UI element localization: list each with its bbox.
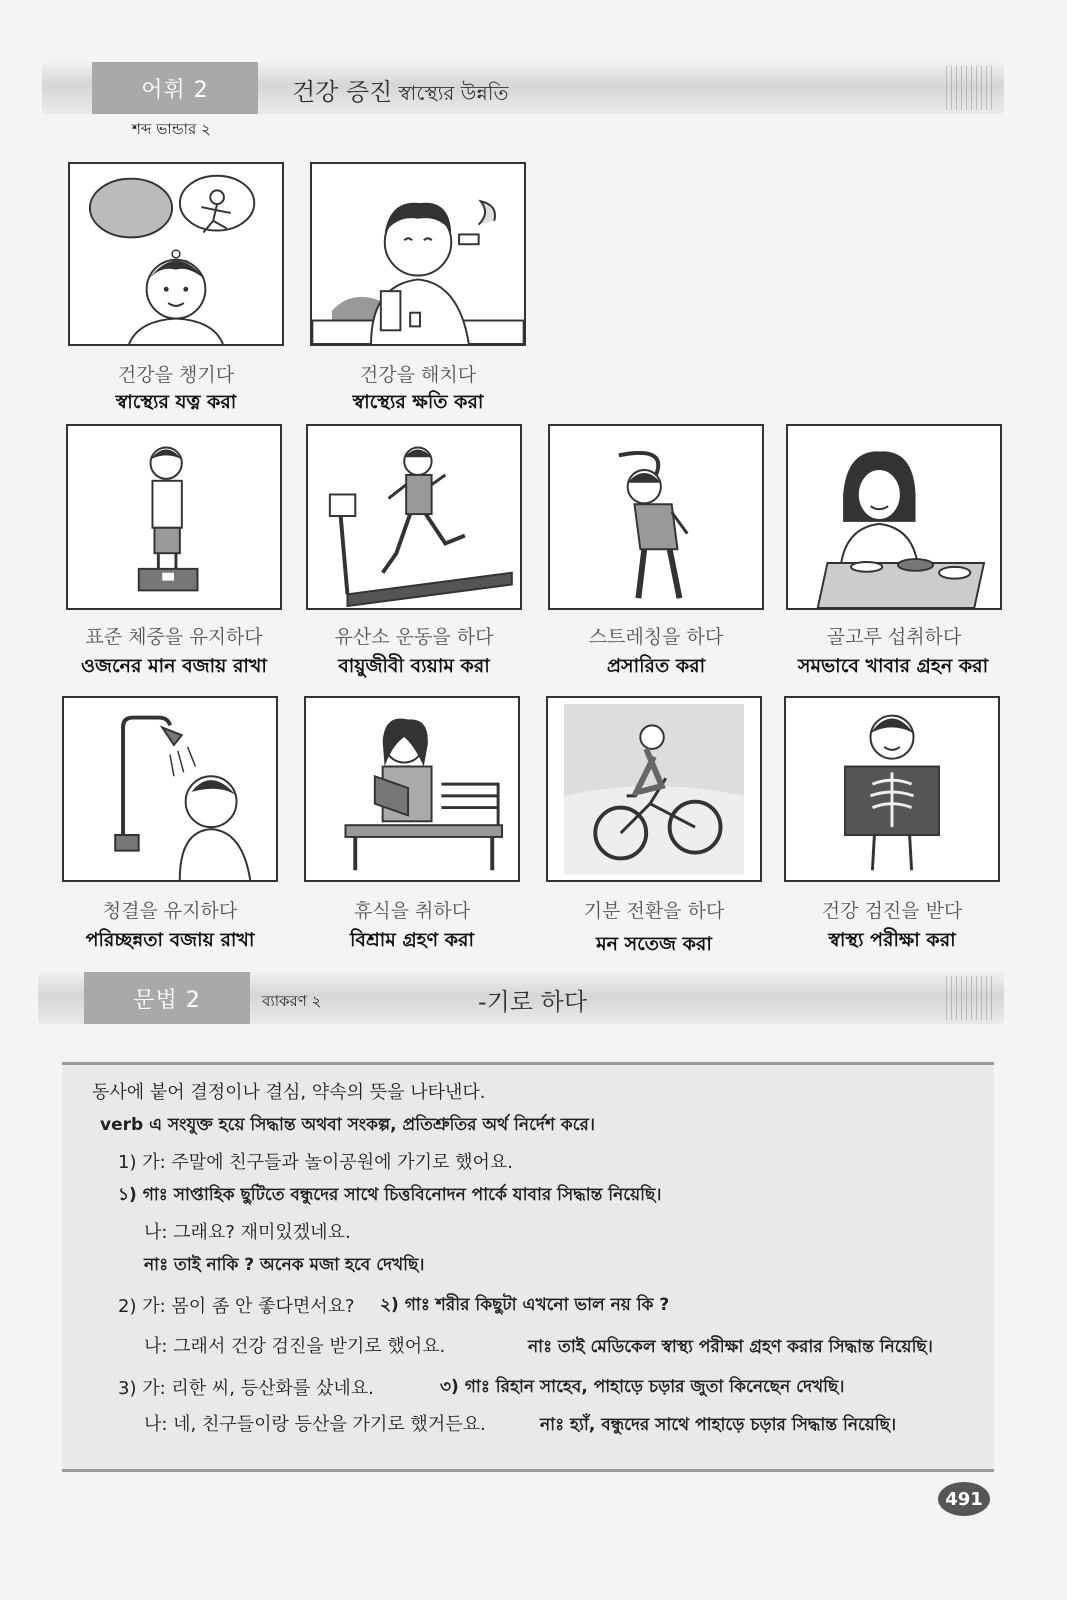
card-1-label-bn: স্বাস্থ্যের যত্ন করা: [115, 391, 237, 413]
card-7-label-ko: 청결을 유지하다: [102, 900, 238, 922]
example-3-ga-ko: 3) 가: 리한 씨, 등산화를 샀네요.: [118, 1378, 374, 1399]
treadmill-icon: [308, 426, 520, 608]
card-2-label-ko: 건강을 해치다: [359, 364, 477, 386]
grammar-header-ribs-decoration: [946, 976, 994, 1020]
grammar-subtitle-bn: ব্যাকরণ ২: [262, 992, 322, 1010]
example-1-ga-bn: ১) গাঃ সাপ্তাহিক ছুটিতে বন্ধুদের সাথে চিত্তবিনোদন পার্কে যাবার সিদ্ধান্ত নিয়েছি।: [118, 1185, 662, 1205]
card-10-label-ko: 건강 검진을 받다: [821, 900, 963, 922]
grammar-pattern: -기로 하다: [478, 988, 588, 1016]
page-number: 491: [938, 1482, 990, 1516]
resting-bench-icon: [306, 698, 518, 880]
grammar-desc-ko: 동사에 붙어 결정이나 결심, 약속의 뜻을 나타낸다.: [92, 1082, 486, 1103]
card-balanced-intake: [786, 424, 1002, 610]
card-aerobic-exercise: [306, 424, 522, 610]
card-keep-clean: [62, 696, 278, 882]
example-1-na-bn: নাঃ তাই নাকি ? অনেক মজা হবে দেখছি।: [144, 1255, 425, 1275]
card-6-label-bn: সমভাবে খাবার গ্রহন করা: [797, 655, 989, 677]
example-3-na-bn: নাঃ হ্যাঁ, বন্ধুদের সাথে পাহাড়ে চড়ার সিদ্ধান্ত নিয়েছি।: [540, 1415, 897, 1435]
balanced-meal-icon: [788, 426, 1000, 608]
card-6-label-ko: 골고루 섭취하다: [826, 626, 962, 648]
scale-icon: [68, 426, 280, 608]
example-2-na-ko: 나: 그래서 건강 검진을 받기로 했어요.: [144, 1336, 446, 1357]
card-5-label-bn: প্রসারিত করা: [606, 655, 706, 677]
card-8-label-bn: বিশ্রাম গ্রহণ করা: [349, 929, 475, 951]
card-3-label-ko: 표준 체중을 유지하다: [85, 626, 263, 648]
xray-icon: [786, 698, 998, 880]
shower-icon: [64, 698, 276, 880]
bicycle-icon: [548, 698, 760, 880]
card-stretching: [548, 424, 764, 610]
vocab-title-ko: 건강 증진: [292, 78, 393, 106]
card-9-label-ko: 기분 전환을 하다: [583, 900, 725, 922]
card-4-label-ko: 유산소 운동을 하다: [334, 626, 494, 648]
card-health-checkup: [784, 696, 1000, 882]
example-1-ga-ko: 1) 가: 주말에 친구들과 놀이공원에 가기로 했어요.: [118, 1152, 513, 1173]
card-maintain-weight: [66, 424, 282, 610]
example-3-na-ko: 나: 네, 친구들이랑 등산을 가기로 했거든요.: [144, 1414, 486, 1435]
thinking-healthy-icon: [70, 164, 282, 344]
card-4-label-bn: বায়ুজীবী ব্যয়াম করা: [338, 655, 490, 677]
card-10-label-bn: স্বাস্থ্য পরীক্ষা করা: [828, 929, 956, 951]
vocab-tag: 어휘 2: [92, 62, 258, 114]
card-1-label-ko: 건강을 챙기다: [117, 364, 235, 386]
example-2-na-bn: নাঃ তাই মেডিকেল স্বাস্থ্য পরীক্ষা গ্রহণ করার সিদ্ধান্ত নিয়েছি।: [528, 1337, 933, 1357]
card-2-label-bn: স্বাস্থ্যের ক্ষতি করা: [352, 391, 484, 413]
grammar-desc-bn: verb এ সংযুক্ত হয়ে সিদ্ধান্ত অথবা সংকল্প, প্রতিশ্রুতির অর্থ নির্দেশ করে।: [100, 1115, 595, 1135]
example-1-na-ko: 나: 그래요? 재미있겠네요.: [144, 1222, 351, 1243]
card-9-label-bn: মন সতেজ করা: [596, 933, 712, 955]
smoking-drinking-icon: [312, 164, 524, 344]
grammar-tag: 문법 2: [84, 972, 250, 1024]
card-5-label-ko: 스트레칭을 하다: [588, 626, 724, 648]
header-ribs-decoration: [946, 66, 994, 110]
card-take-rest: [304, 696, 520, 882]
stretching-icon: [550, 426, 762, 608]
example-2-ga-bn: ২) গাঃ শরীর কিছুটা এখনো ভাল নয় কি ?: [380, 1295, 670, 1315]
card-7-label-bn: পরিচ্ছন্নতা বজায় রাখা: [85, 929, 255, 951]
card-8-label-ko: 휴식을 취하다: [353, 900, 471, 922]
vocab-title: [292, 72, 509, 112]
vocab-subtitle-bn: শব্দ ভান্ডার ২: [132, 120, 211, 138]
example-3-ga-bn: ৩) গাঃ রিহান সাহেব, পাহাড়ে চড়ার জুতা কিনেছেন দেখছি।: [440, 1377, 845, 1397]
card-take-care-health: [68, 162, 284, 346]
card-harm-health: [310, 162, 526, 346]
card-refresh-mood: [546, 696, 762, 882]
card-3-label-bn: ওজনের মান বজায় রাখা: [81, 655, 267, 677]
example-2-ga-ko: 2) 가: 몸이 좀 안 좋다면서요?: [118, 1296, 355, 1317]
vocab-title-bn: স্বাস্থ্যের উন্নতি: [398, 81, 509, 105]
